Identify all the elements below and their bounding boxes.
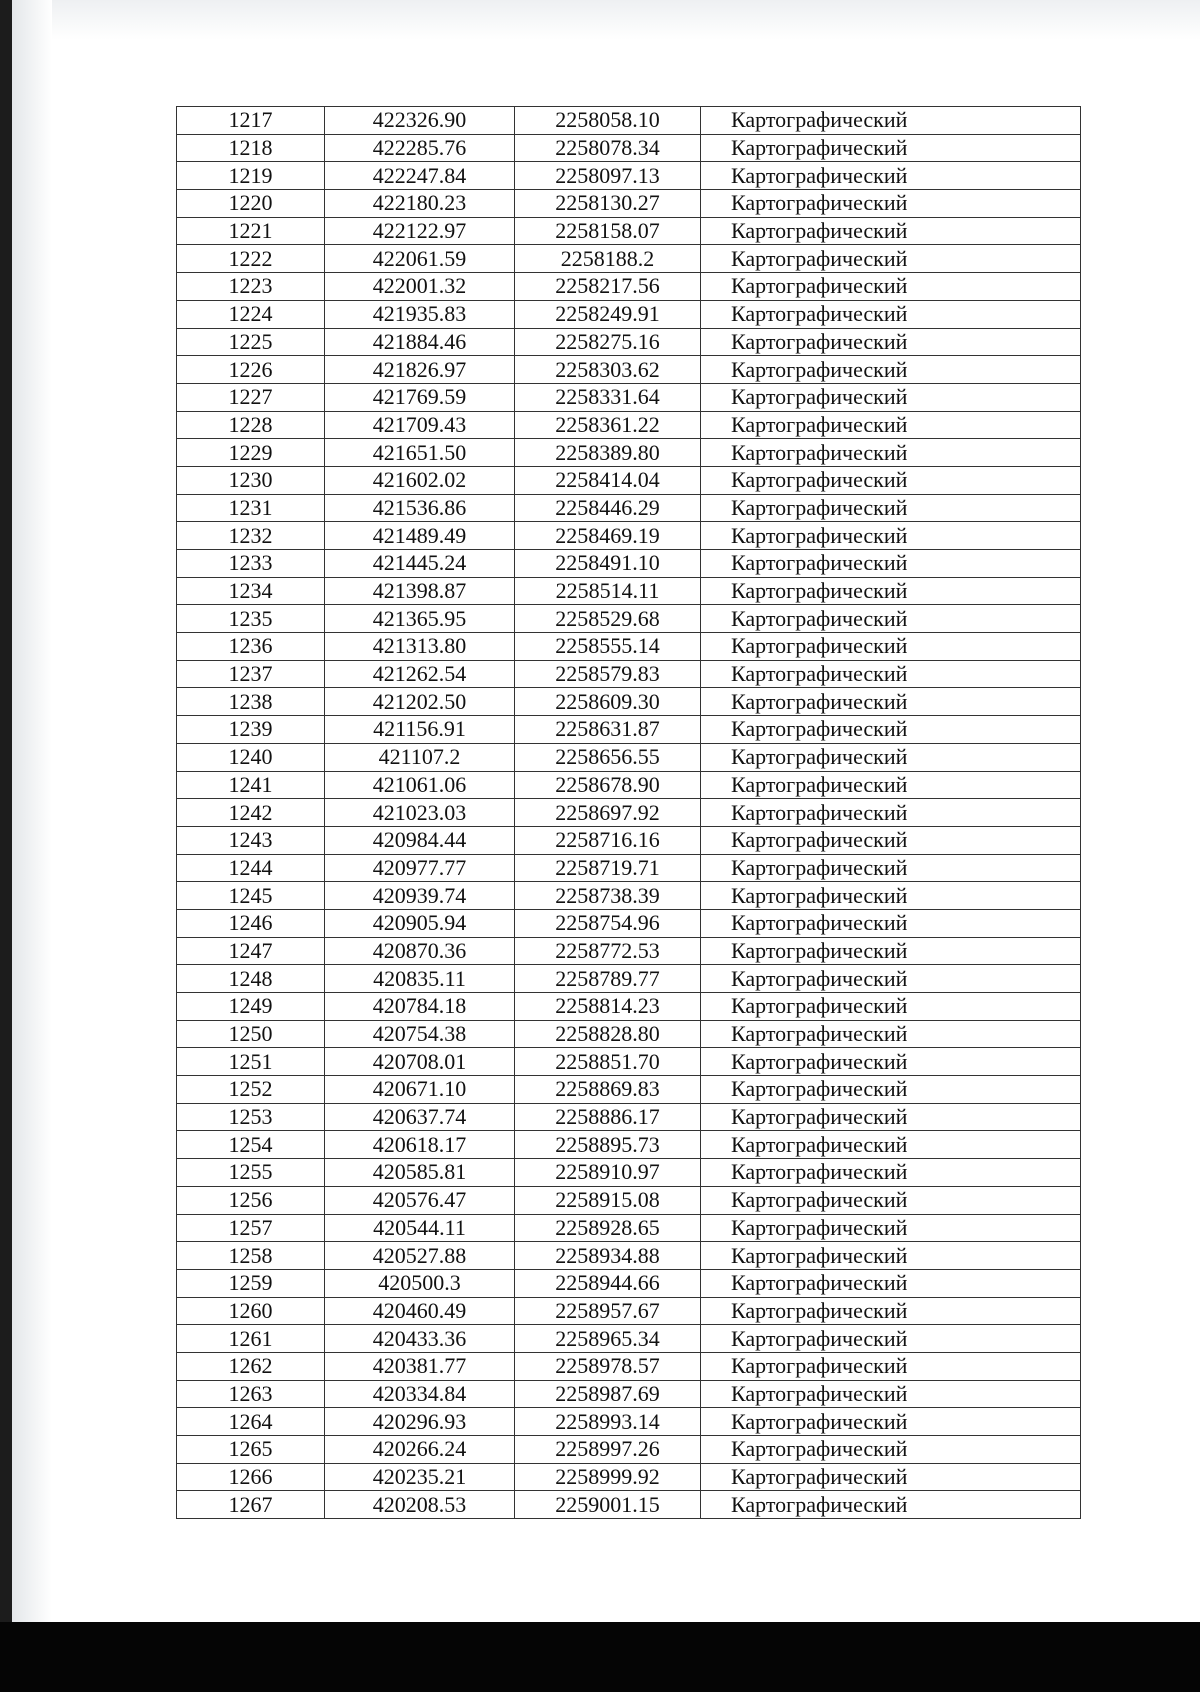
table-row [177,743,1081,771]
y-coordinate-cell: 2258754.96 [515,909,701,937]
method-cell: Картографический [701,688,1081,716]
table-row [177,993,1081,1021]
scan-top-shading [0,0,1200,40]
point-number-cell: 1257 [177,1214,325,1242]
point-number-cell: 1262 [177,1352,325,1380]
y-coordinate-cell: 2258446.29 [515,494,701,522]
point-number-cell: 1223 [177,273,325,301]
y-coordinate-cell: 2258993.14 [515,1408,701,1436]
table-row [177,1297,1081,1325]
x-coordinate-cell: 422180.23 [325,190,515,218]
method-cell: Картографический [701,1076,1081,1104]
table-row [177,1020,1081,1048]
method-cell: Картографический [701,605,1081,633]
y-coordinate-cell: 2258514.11 [515,577,701,605]
point-number-cell: 1260 [177,1297,325,1325]
table-row [177,799,1081,827]
y-coordinate-cell: 2258609.30 [515,688,701,716]
method-cell: Картографический [701,1463,1081,1491]
method-cell: Картографический [701,633,1081,661]
method-cell: Картографический [701,1297,1081,1325]
x-coordinate-cell: 422001.32 [325,273,515,301]
y-coordinate-cell: 2258934.88 [515,1242,701,1270]
y-coordinate-cell: 2258851.70 [515,1048,701,1076]
x-coordinate-cell: 421826.97 [325,356,515,384]
point-number-cell: 1233 [177,550,325,578]
method-cell: Картографический [701,439,1081,467]
x-coordinate-cell: 422122.97 [325,217,515,245]
method-cell: Картографический [701,328,1081,356]
method-cell: Картографический [701,1436,1081,1464]
x-coordinate-cell: 422247.84 [325,162,515,190]
method-cell: Картографический [701,107,1081,135]
method-cell: Картографический [701,1048,1081,1076]
method-cell: Картографический [701,1186,1081,1214]
x-coordinate-cell: 420784.18 [325,993,515,1021]
x-coordinate-cell: 420334.84 [325,1380,515,1408]
table-row [177,439,1081,467]
point-number-cell: 1254 [177,1131,325,1159]
y-coordinate-cell: 2258910.97 [515,1159,701,1187]
x-coordinate-cell: 420208.53 [325,1491,515,1519]
x-coordinate-cell: 420544.11 [325,1214,515,1242]
x-coordinate-cell: 421202.50 [325,688,515,716]
table-row [177,716,1081,744]
point-number-cell: 1263 [177,1380,325,1408]
x-coordinate-cell: 420939.74 [325,882,515,910]
method-cell: Картографический [701,134,1081,162]
y-coordinate-cell: 2258158.07 [515,217,701,245]
table-row [177,937,1081,965]
method-cell: Картографический [701,494,1081,522]
point-number-cell: 1219 [177,162,325,190]
table-row [177,383,1081,411]
x-coordinate-cell: 421651.50 [325,439,515,467]
point-number-cell: 1251 [177,1048,325,1076]
scan-left-edge [0,0,12,1622]
method-cell: Картографический [701,882,1081,910]
method-cell: Картографический [701,383,1081,411]
table-row [177,1159,1081,1187]
table-row [177,245,1081,273]
y-coordinate-cell: 2258361.22 [515,411,701,439]
method-cell: Картографический [701,826,1081,854]
table-row [177,1214,1081,1242]
point-number-cell: 1247 [177,937,325,965]
table-row [177,1436,1081,1464]
y-coordinate-cell: 2258716.16 [515,826,701,854]
method-cell: Картографический [701,1408,1081,1436]
y-coordinate-cell: 2258997.26 [515,1436,701,1464]
table-row [177,1103,1081,1131]
method-cell: Картографический [701,162,1081,190]
point-number-cell: 1232 [177,522,325,550]
y-coordinate-cell: 2258130.27 [515,190,701,218]
method-cell: Картографический [701,522,1081,550]
table-row [177,854,1081,882]
point-number-cell: 1221 [177,217,325,245]
table-row [177,466,1081,494]
method-cell: Картографический [701,356,1081,384]
y-coordinate-cell: 2258886.17 [515,1103,701,1131]
method-cell: Картографический [701,273,1081,301]
point-number-cell: 1235 [177,605,325,633]
table-row [177,217,1081,245]
point-number-cell: 1250 [177,1020,325,1048]
coordinates-table-body [177,107,1081,1519]
table-row [177,190,1081,218]
table-row [177,965,1081,993]
y-coordinate-cell: 2258965.34 [515,1325,701,1353]
method-cell: Картографический [701,799,1081,827]
point-number-cell: 1218 [177,134,325,162]
y-coordinate-cell: 2258188.2 [515,245,701,273]
point-number-cell: 1226 [177,356,325,384]
y-coordinate-cell: 2258303.62 [515,356,701,384]
table-row [177,633,1081,661]
y-coordinate-cell: 2259001.15 [515,1491,701,1519]
x-coordinate-cell: 420433.36 [325,1325,515,1353]
point-number-cell: 1227 [177,383,325,411]
table-row [177,909,1081,937]
table-row [177,522,1081,550]
table-row [177,1491,1081,1519]
point-number-cell: 1256 [177,1186,325,1214]
table-row [177,1242,1081,1270]
x-coordinate-cell: 421023.03 [325,799,515,827]
x-coordinate-cell: 421884.46 [325,328,515,356]
y-coordinate-cell: 2258928.65 [515,1214,701,1242]
x-coordinate-cell: 420235.21 [325,1463,515,1491]
method-cell: Картографический [701,1131,1081,1159]
point-number-cell: 1230 [177,466,325,494]
method-cell: Картографический [701,245,1081,273]
table-row [177,605,1081,633]
x-coordinate-cell: 420500.3 [325,1269,515,1297]
table-row [177,134,1081,162]
x-coordinate-cell: 421769.59 [325,383,515,411]
table-row [177,826,1081,854]
y-coordinate-cell: 2258978.57 [515,1352,701,1380]
method-cell: Картографический [701,993,1081,1021]
y-coordinate-cell: 2258987.69 [515,1380,701,1408]
y-coordinate-cell: 2258656.55 [515,743,701,771]
y-coordinate-cell: 2258469.19 [515,522,701,550]
y-coordinate-cell: 2258097.13 [515,162,701,190]
point-number-cell: 1240 [177,743,325,771]
x-coordinate-cell: 421262.54 [325,660,515,688]
method-cell: Картографический [701,1352,1081,1380]
method-cell: Картографический [701,550,1081,578]
point-number-cell: 1244 [177,854,325,882]
method-cell: Картографический [701,1242,1081,1270]
point-number-cell: 1217 [177,107,325,135]
x-coordinate-cell: 421602.02 [325,466,515,494]
y-coordinate-cell: 2258944.66 [515,1269,701,1297]
table-row [177,1076,1081,1104]
x-coordinate-cell: 422326.90 [325,107,515,135]
x-coordinate-cell: 421935.83 [325,300,515,328]
point-number-cell: 1236 [177,633,325,661]
scan-left-shading [12,0,52,1622]
method-cell: Картографический [701,965,1081,993]
table-row [177,1269,1081,1297]
y-coordinate-cell: 2258957.67 [515,1297,701,1325]
table-row [177,688,1081,716]
y-coordinate-cell: 2258772.53 [515,937,701,965]
table-row [177,1048,1081,1076]
y-coordinate-cell: 2258828.80 [515,1020,701,1048]
x-coordinate-cell: 420266.24 [325,1436,515,1464]
y-coordinate-cell: 2258631.87 [515,716,701,744]
method-cell: Картографический [701,716,1081,744]
point-number-cell: 1229 [177,439,325,467]
x-coordinate-cell: 420984.44 [325,826,515,854]
method-cell: Картографический [701,909,1081,937]
table-row [177,1408,1081,1436]
y-coordinate-cell: 2258275.16 [515,328,701,356]
point-number-cell: 1261 [177,1325,325,1353]
point-number-cell: 1224 [177,300,325,328]
scan-bottom-edge [0,1622,1200,1692]
point-number-cell: 1253 [177,1103,325,1131]
method-cell: Картографический [701,411,1081,439]
x-coordinate-cell: 420460.49 [325,1297,515,1325]
table-row [177,273,1081,301]
method-cell: Картографический [701,577,1081,605]
method-cell: Картографический [701,771,1081,799]
method-cell: Картографический [701,660,1081,688]
y-coordinate-cell: 2258814.23 [515,993,701,1021]
method-cell: Картографический [701,1159,1081,1187]
y-coordinate-cell: 2258414.04 [515,466,701,494]
point-number-cell: 1255 [177,1159,325,1187]
table-row [177,1463,1081,1491]
point-number-cell: 1245 [177,882,325,910]
point-number-cell: 1237 [177,660,325,688]
method-cell: Картографический [701,1214,1081,1242]
point-number-cell: 1243 [177,826,325,854]
table-row [177,162,1081,190]
method-cell: Картографический [701,1269,1081,1297]
y-coordinate-cell: 2258789.77 [515,965,701,993]
y-coordinate-cell: 2258697.92 [515,799,701,827]
x-coordinate-cell: 420671.10 [325,1076,515,1104]
x-coordinate-cell: 421313.80 [325,633,515,661]
table-row [177,328,1081,356]
x-coordinate-cell: 421107.2 [325,743,515,771]
y-coordinate-cell: 2258915.08 [515,1186,701,1214]
x-coordinate-cell: 420754.38 [325,1020,515,1048]
x-coordinate-cell: 421156.91 [325,716,515,744]
table-row [177,411,1081,439]
x-coordinate-cell: 421445.24 [325,550,515,578]
table-row [177,107,1081,135]
x-coordinate-cell: 420835.11 [325,965,515,993]
x-coordinate-cell: 421061.06 [325,771,515,799]
x-coordinate-cell: 420381.77 [325,1352,515,1380]
point-number-cell: 1267 [177,1491,325,1519]
table-row [177,300,1081,328]
x-coordinate-cell: 422285.76 [325,134,515,162]
y-coordinate-cell: 2258389.80 [515,439,701,467]
point-number-cell: 1241 [177,771,325,799]
method-cell: Картографический [701,217,1081,245]
point-number-cell: 1259 [177,1269,325,1297]
x-coordinate-cell: 421489.49 [325,522,515,550]
method-cell: Картографический [701,190,1081,218]
table-row [177,1186,1081,1214]
x-coordinate-cell: 421709.43 [325,411,515,439]
method-cell: Картографический [701,937,1081,965]
point-number-cell: 1234 [177,577,325,605]
y-coordinate-cell: 2258869.83 [515,1076,701,1104]
point-number-cell: 1225 [177,328,325,356]
point-number-cell: 1242 [177,799,325,827]
table-row [177,577,1081,605]
x-coordinate-cell: 420576.47 [325,1186,515,1214]
y-coordinate-cell: 2258078.34 [515,134,701,162]
point-number-cell: 1258 [177,1242,325,1270]
method-cell: Картографический [701,300,1081,328]
method-cell: Картографический [701,1325,1081,1353]
point-number-cell: 1264 [177,1408,325,1436]
point-number-cell: 1222 [177,245,325,273]
table-row [177,356,1081,384]
x-coordinate-cell: 420585.81 [325,1159,515,1187]
table-row [177,771,1081,799]
y-coordinate-cell: 2258331.64 [515,383,701,411]
x-coordinate-cell: 420905.94 [325,909,515,937]
y-coordinate-cell: 2258217.56 [515,273,701,301]
coordinates-table [176,106,1081,1519]
point-number-cell: 1252 [177,1076,325,1104]
y-coordinate-cell: 2258491.10 [515,550,701,578]
point-number-cell: 1238 [177,688,325,716]
table-row [177,1380,1081,1408]
table-row [177,1131,1081,1159]
y-coordinate-cell: 2258529.68 [515,605,701,633]
table-row [177,882,1081,910]
method-cell: Картографический [701,466,1081,494]
table-row [177,494,1081,522]
x-coordinate-cell: 420527.88 [325,1242,515,1270]
y-coordinate-cell: 2258738.39 [515,882,701,910]
method-cell: Картографический [701,854,1081,882]
point-number-cell: 1249 [177,993,325,1021]
x-coordinate-cell: 421365.95 [325,605,515,633]
y-coordinate-cell: 2258555.14 [515,633,701,661]
table-row [177,660,1081,688]
y-coordinate-cell: 2258579.83 [515,660,701,688]
y-coordinate-cell: 2258999.92 [515,1463,701,1491]
x-coordinate-cell: 420637.74 [325,1103,515,1131]
method-cell: Картографический [701,1103,1081,1131]
point-number-cell: 1248 [177,965,325,993]
point-number-cell: 1231 [177,494,325,522]
point-number-cell: 1220 [177,190,325,218]
x-coordinate-cell: 421536.86 [325,494,515,522]
method-cell: Картографический [701,1380,1081,1408]
x-coordinate-cell: 420618.17 [325,1131,515,1159]
y-coordinate-cell: 2258678.90 [515,771,701,799]
table-row [177,550,1081,578]
method-cell: Картографический [701,1020,1081,1048]
y-coordinate-cell: 2258249.91 [515,300,701,328]
point-number-cell: 1246 [177,909,325,937]
x-coordinate-cell: 420708.01 [325,1048,515,1076]
x-coordinate-cell: 420870.36 [325,937,515,965]
point-number-cell: 1239 [177,716,325,744]
x-coordinate-cell: 421398.87 [325,577,515,605]
point-number-cell: 1265 [177,1436,325,1464]
point-number-cell: 1228 [177,411,325,439]
x-coordinate-cell: 420977.77 [325,854,515,882]
table-row [177,1352,1081,1380]
x-coordinate-cell: 420296.93 [325,1408,515,1436]
method-cell: Картографический [701,1491,1081,1519]
y-coordinate-cell: 2258719.71 [515,854,701,882]
x-coordinate-cell: 422061.59 [325,245,515,273]
method-cell: Картографический [701,743,1081,771]
table-row [177,1325,1081,1353]
point-number-cell: 1266 [177,1463,325,1491]
y-coordinate-cell: 2258895.73 [515,1131,701,1159]
y-coordinate-cell: 2258058.10 [515,107,701,135]
